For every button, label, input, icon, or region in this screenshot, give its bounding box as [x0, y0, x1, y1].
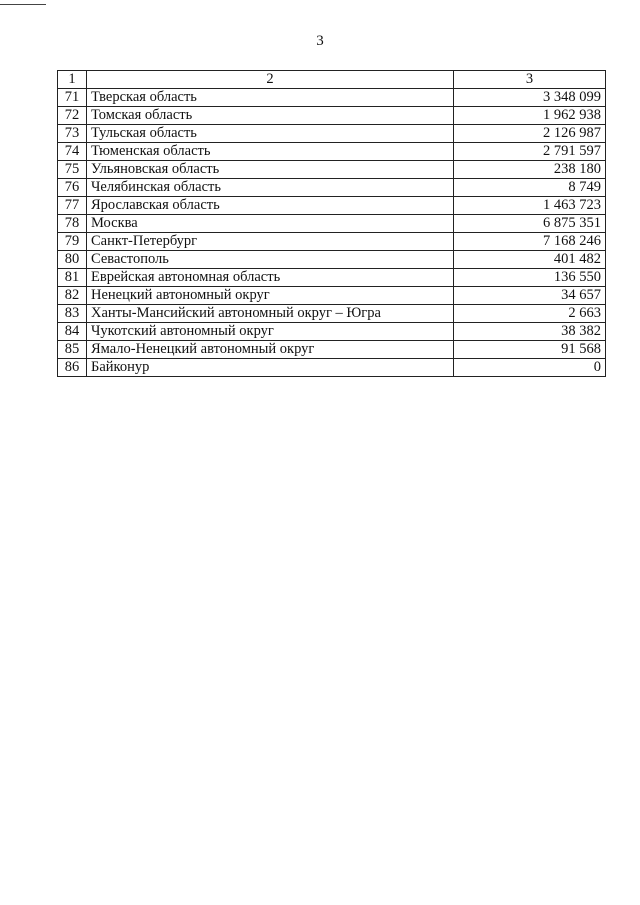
region-value: 2 663 — [454, 305, 606, 323]
table-header-row — [58, 71, 606, 89]
region-value: 1 962 938 — [454, 107, 606, 125]
table-row — [58, 197, 606, 215]
region-name: Санкт-Петербург — [87, 233, 454, 251]
table-row — [58, 233, 606, 251]
table-row — [58, 89, 606, 107]
region-value: 136 550 — [454, 269, 606, 287]
region-name: Чукотский автономный округ — [87, 323, 454, 341]
row-number: 80 — [58, 251, 87, 269]
table-row — [58, 125, 606, 143]
region-name: Тюменская область — [87, 143, 454, 161]
region-name: Ярославская область — [87, 197, 454, 215]
column-header-3: 3 — [454, 71, 606, 89]
table-row — [58, 143, 606, 161]
region-name: Еврейская автономная область — [87, 269, 454, 287]
table-row — [58, 107, 606, 125]
row-number: 75 — [58, 161, 87, 179]
region-name: Байконур — [87, 359, 454, 377]
table-row — [58, 305, 606, 323]
row-number: 74 — [58, 143, 87, 161]
region-name: Томская область — [87, 107, 454, 125]
row-number: 84 — [58, 323, 87, 341]
region-value: 6 875 351 — [454, 215, 606, 233]
regions-table — [57, 70, 606, 377]
region-name: Ямало-Ненецкий автономный округ — [87, 341, 454, 359]
row-number: 77 — [58, 197, 87, 215]
table-row — [58, 269, 606, 287]
row-number: 82 — [58, 287, 87, 305]
page-number: 3 — [316, 33, 324, 49]
table-row — [58, 323, 606, 341]
region-value: 1 463 723 — [454, 197, 606, 215]
table-row — [58, 161, 606, 179]
region-value: 2 791 597 — [454, 143, 606, 161]
scan-corner-mark — [0, 0, 46, 5]
region-name: Тверская область — [87, 89, 454, 107]
row-number: 85 — [58, 341, 87, 359]
region-name: Тульская область — [87, 125, 454, 143]
region-name: Севастополь — [87, 251, 454, 269]
region-value: 401 482 — [454, 251, 606, 269]
row-number: 81 — [58, 269, 87, 287]
region-value: 38 382 — [454, 323, 606, 341]
region-name: Москва — [87, 215, 454, 233]
region-value: 3 348 099 — [454, 89, 606, 107]
row-number: 78 — [58, 215, 87, 233]
row-number: 72 — [58, 107, 87, 125]
row-number: 76 — [58, 179, 87, 197]
region-name: Ульяновская область — [87, 161, 454, 179]
region-value: 34 657 — [454, 287, 606, 305]
table-row — [58, 251, 606, 269]
table-row — [58, 341, 606, 359]
region-value: 2 126 987 — [454, 125, 606, 143]
region-name: Ханты-Мансийский автономный округ – Югра — [87, 305, 454, 323]
region-value: 7 168 246 — [454, 233, 606, 251]
region-name: Челябинская область — [87, 179, 454, 197]
row-number: 86 — [58, 359, 87, 377]
region-name: Ненецкий автономный округ — [87, 287, 454, 305]
table-row — [58, 215, 606, 233]
region-value: 8 749 — [454, 179, 606, 197]
row-number: 73 — [58, 125, 87, 143]
row-number: 71 — [58, 89, 87, 107]
region-value: 0 — [454, 359, 606, 377]
table-row — [58, 287, 606, 305]
column-header-2: 2 — [87, 71, 454, 89]
region-value: 91 568 — [454, 341, 606, 359]
region-value: 238 180 — [454, 161, 606, 179]
column-header-1: 1 — [58, 71, 87, 89]
row-number: 83 — [58, 305, 87, 323]
table-row — [58, 359, 606, 377]
row-number: 79 — [58, 233, 87, 251]
table-row — [58, 179, 606, 197]
